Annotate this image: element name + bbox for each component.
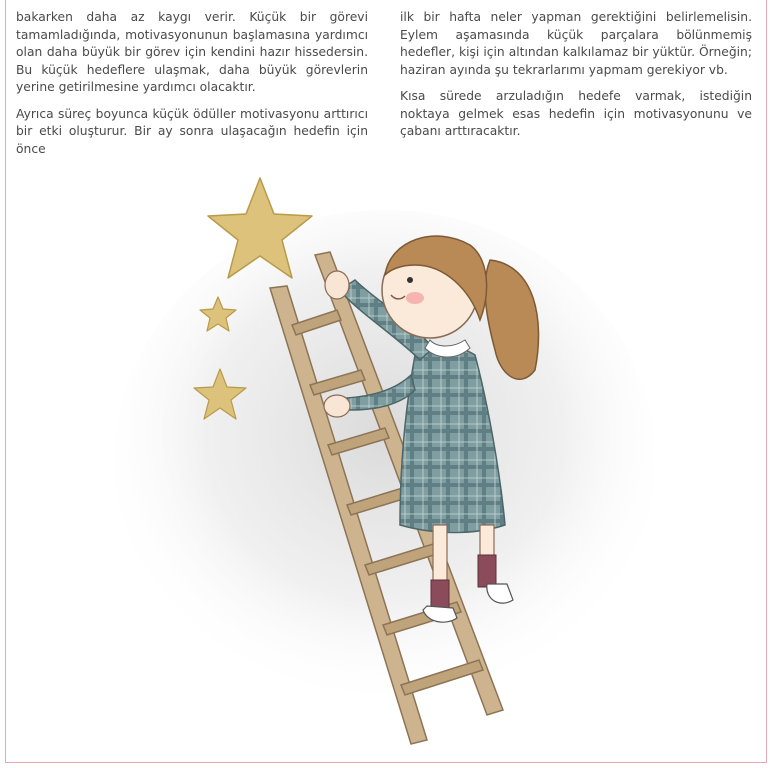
left-column [16,9,368,167]
right-paragraph-2: Kısa sürede arzuladığın hedefe varmak, istediğin noktaya gelmek esas hedefin için motivasyonunu ve çabanı arttıracaktır. [400,89,752,138]
right-column [400,9,752,150]
left-paragraph-1: bakarken daha az kaygı verir. Küçük bir görevi tamamladığında, motivasyonunun başlamasına yardımcı olan daha büyük bir görev için kendini hazır hissedersin. Bu küçük hedeflere ulaşmak, daha büyük görevlerin yerine getirilmesine yardımcı olacaktır. [16,10,368,94]
girl-ladder-illustration [115,170,675,755]
right-paragraph-1: ilk bir hafta neler yapman gerektiğini belirlemelisin. Eylem aşamasında küçük parçalara bölünmemiş hedefler, kişi için altından kalkılamaz bir yüktür. Örneğin; haziran ayında şu tekrarlarımı yapmam gerekiyor vb. [400,10,752,77]
left-paragraph-2: Ayrıca süreç boyunca küçük ödüller motivasyonu arttırıcı bir etki oluşturur. Bir ay sonra ulaşacağın hedefin için önce [16,106,368,156]
